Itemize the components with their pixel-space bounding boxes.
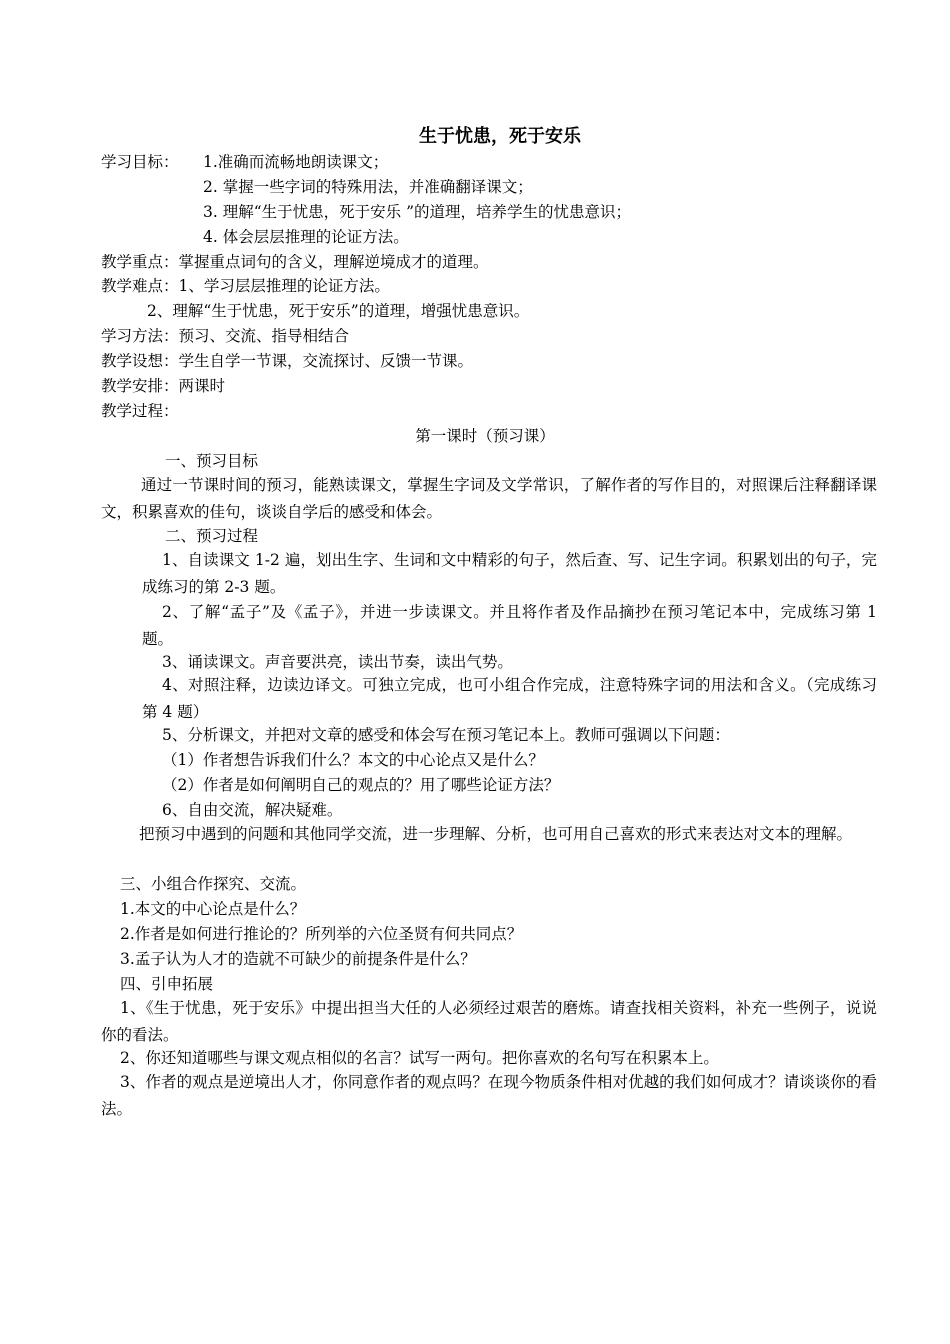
document-title: 生于忧患，死于安乐 (419, 126, 581, 147)
extension-item: 3、作者的观点是逆境出人才，你同意作者的观点吗？在现今物质条件相对优越的我们如何成才？请谈谈你的看法。 (101, 1073, 877, 1118)
learning-method: 学习方法：预习、交流、指导相结合 (101, 327, 350, 345)
preview-step: 6、自由交流，解决疑难。 (162, 801, 343, 819)
group-question: 1.本文的中心论点是什么？ (120, 900, 306, 918)
exchange-paragraph: 把预习中遇到的问题和其他同学交流，进一步理解、分析，也可用自己喜欢的形式来表达对文本的理解。 (139, 825, 853, 843)
preview-question: （1）作者想告诉我们什么？本文的中心论点又是什么？ (162, 751, 544, 769)
difficulty-2: 2、理解“生于忧患，死于安乐”的道理，增强忧患意识。 (147, 302, 530, 320)
teaching-process: 教学过程： (101, 402, 179, 420)
section-heading: 一、预习目标 (165, 452, 259, 470)
section1-paragraph: 通过一节课时间的预习，能熟读课文，掌握生字词及文学常识，了解作者的写作目的，对照课后注释翻译课文，积累喜欢的佳句，谈谈自学后的感受和体会。 (101, 476, 877, 521)
group-question: 2.作者是如何进行推论的？所列举的六位圣贤有何共同点？ (120, 925, 523, 943)
objective-item: 1.准确而流畅地朗读课文； (203, 153, 389, 171)
extension-item: 2、你还知道哪些与课文观点相似的名言？试写一两句。把你喜欢的名句写在积累本上。 (120, 1049, 719, 1067)
preview-step: 4、对照注释，边读边译文。可独立完成，也可小组合作完成，注意特殊字词的用法和含义。（完成练习第 4 题） (142, 676, 877, 721)
objective-item: 4. 体会层层推理的论证方法。 (203, 228, 409, 246)
objective-item: 2. 掌握一些字词的特殊用法，并准确翻译课文； (203, 178, 533, 196)
section-heading: 二、预习过程 (165, 527, 259, 545)
teaching-design: 教学设想：学生自学一节课，交流探讨、反馈一节课。 (101, 352, 474, 370)
difficulty-1: 教学难点：1、学习层层推理的论证方法。 (101, 277, 390, 295)
key-point: 教学重点：掌握重点词句的含义，理解逆境成才的道理。 (101, 253, 489, 271)
section-heading: 三、小组合作探究、交流。 (120, 875, 307, 893)
group-question: 3.孟子认为人才的造就不可缺少的前提条件是什么？ (120, 950, 476, 968)
extension-item: 1、《生于忧患，死于安乐》中提出担当大任的人必须经过艰苦的磨炼。请查找相关资料，补充一些例子，说说你的看法。 (101, 999, 877, 1044)
section-heading: 四、引申拓展 (120, 975, 214, 993)
lesson-heading: 第一课时（预习课） (415, 427, 555, 445)
objectives-label: 学习目标： (101, 153, 179, 171)
preview-step: 1、自读课文 1-2 遍，划出生字、生词和文中精彩的句子，然后查、写、记生字词。积累划出的句子，完成练习的第 2-3 题。 (142, 551, 877, 596)
preview-step: 3、诵读课文。声音要洪亮，读出节奏，读出气势。 (162, 653, 513, 671)
preview-step: 5、分析课文，并把对文章的感受和体会写在预习笔记本上。教师可强调以下问题： (162, 726, 730, 744)
objective-item: 3. 理解“生于忧患，死于安乐 ”的道理，培养学生的忧患意识； (203, 203, 631, 221)
preview-step: 2、了解“孟子”及《孟子》，并进一步读课文。并且将作者及作品摘抄在预习笔记本中，完成练习第 1 题。 (142, 603, 877, 648)
preview-question: （2）作者是如何阐明自己的观点的？用了哪些论证方法？ (162, 776, 560, 794)
teaching-schedule: 教学安排：两课时 (101, 377, 226, 395)
